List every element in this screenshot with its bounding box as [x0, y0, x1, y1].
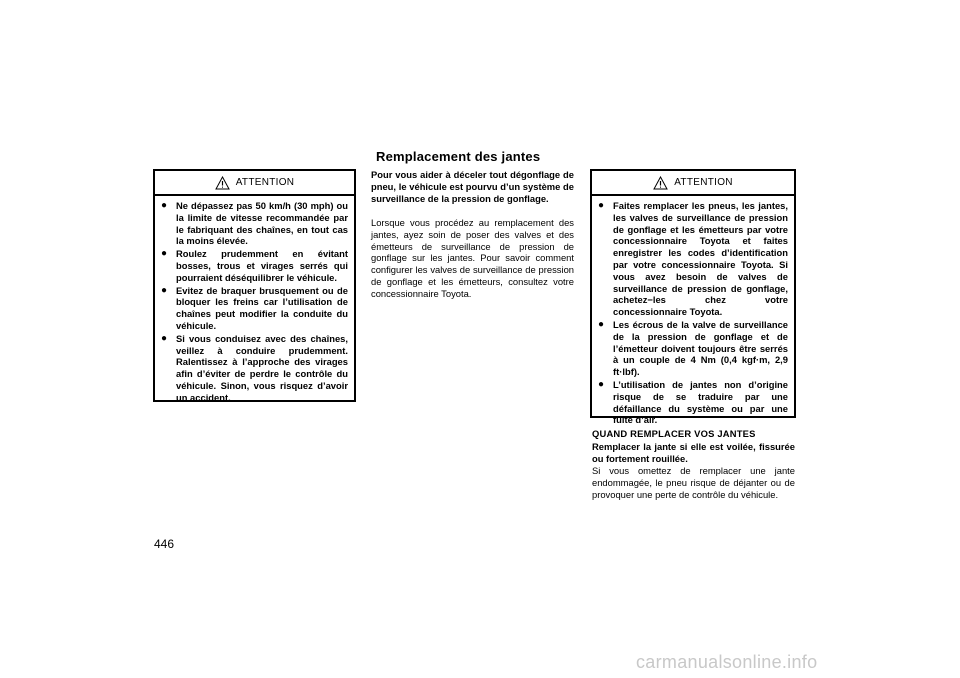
bullet-icon: ● — [161, 200, 168, 211]
warning-item: ● Roulez prudemment en évitant bosses, trous et virages serrés qui pourraient déséquilibrer le véhicule. — [161, 248, 348, 283]
warning-item: ● Evitez de braquer brusquement ou de bloquer les freins car l’utilisation de chaînes peut modifier la conduite du véhicule. — [161, 284, 348, 331]
bullet-icon: ● — [161, 332, 168, 344]
warning-item: ● L’utilisation de jantes non d’origine risque de se traduire par une défaillance du système ou par une fuite d’air. — [598, 378, 788, 426]
bullet-icon: ● — [598, 378, 605, 390]
warning-triangle-icon — [215, 176, 230, 190]
warning-item: ● Ne dépassez pas 50 km/h (30 mph) ou la limite de vitesse recommandée par le fabriquant des chaînes, en tout cas la moins élevée. — [161, 200, 348, 247]
warning-header — [155, 171, 354, 196]
warning-triangle-icon — [653, 176, 668, 190]
bullet-icon: ● — [598, 200, 605, 211]
page-number: 446 — [154, 537, 175, 551]
tpms-body-paragraph: Lorsque vous procédez au remplacement des jantes, ayez soin de poser des valves et des émetteurs de surveillance de pression de gonflage sur les jantes. Pour savoir comment configurer les valves de surveillance de pression de gonflage et les émetteurs, consultez votre concessionnaire Toyota. — [371, 217, 574, 299]
when-to-replace-intro: Remplacer la jante si elle est voilée, fissurée ou fortement rouillée. — [592, 441, 795, 464]
bullet-icon: ● — [598, 318, 605, 330]
when-to-replace-body: Si vous omettez de remplacer une jante endommagée, le pneu risque de déjanter ou de provoquer une perte de contrôle du véhicule. — [592, 465, 795, 500]
tpms-intro-paragraph: Pour vous aider à déceler tout dégonflage de pneu, le véhicule est pourvu d’un système de surveillance de la pression de gonflage. — [371, 169, 574, 204]
section-title: Remplacement des jantes — [376, 149, 541, 164]
bullet-icon: ● — [161, 248, 168, 260]
warning-box-chains — [153, 169, 356, 402]
watermark: carmanualsonline.info — [636, 652, 818, 672]
warning-box-tpms — [590, 169, 796, 426]
warning-header-label: ATTENTION — [235, 177, 295, 188]
warning-item: ● Faites remplacer les pneus, les jantes, les valves de surveillance de pression de gonflage et les émetteurs par votre concessionnaire Toyota et faites enregistrer les codes d’identification par votre concessionnaire Toyota. Si vous avez besoin de valves de surveillance de pression de gonflage, achetez−les chez votre concessionnaire Toyota. — [598, 200, 788, 318]
warning-item: ● Si vous conduisez avec des chaînes, veillez à conduire prudemment. Ralentissez à l’approche des virages afin d’éviter de perdre le contrôle du véhicule. Sinon, vous risquez d’avoir un accident. — [161, 332, 348, 403]
when-to-replace-heading: QUAND REMPLACER VOS JANTES — [592, 428, 756, 439]
warning-item: ● Les écrous de la valve de surveillance de la pression de gonflage et de l’émetteur doivent toujours être serrés à un couple de 4 Nm (0,4 kgf·m, 2,9 ft·lbf). — [598, 318, 788, 378]
warning-header — [592, 171, 794, 196]
bullet-icon: ● — [161, 284, 168, 296]
warning-header-label: ATTENTION — [674, 177, 733, 188]
